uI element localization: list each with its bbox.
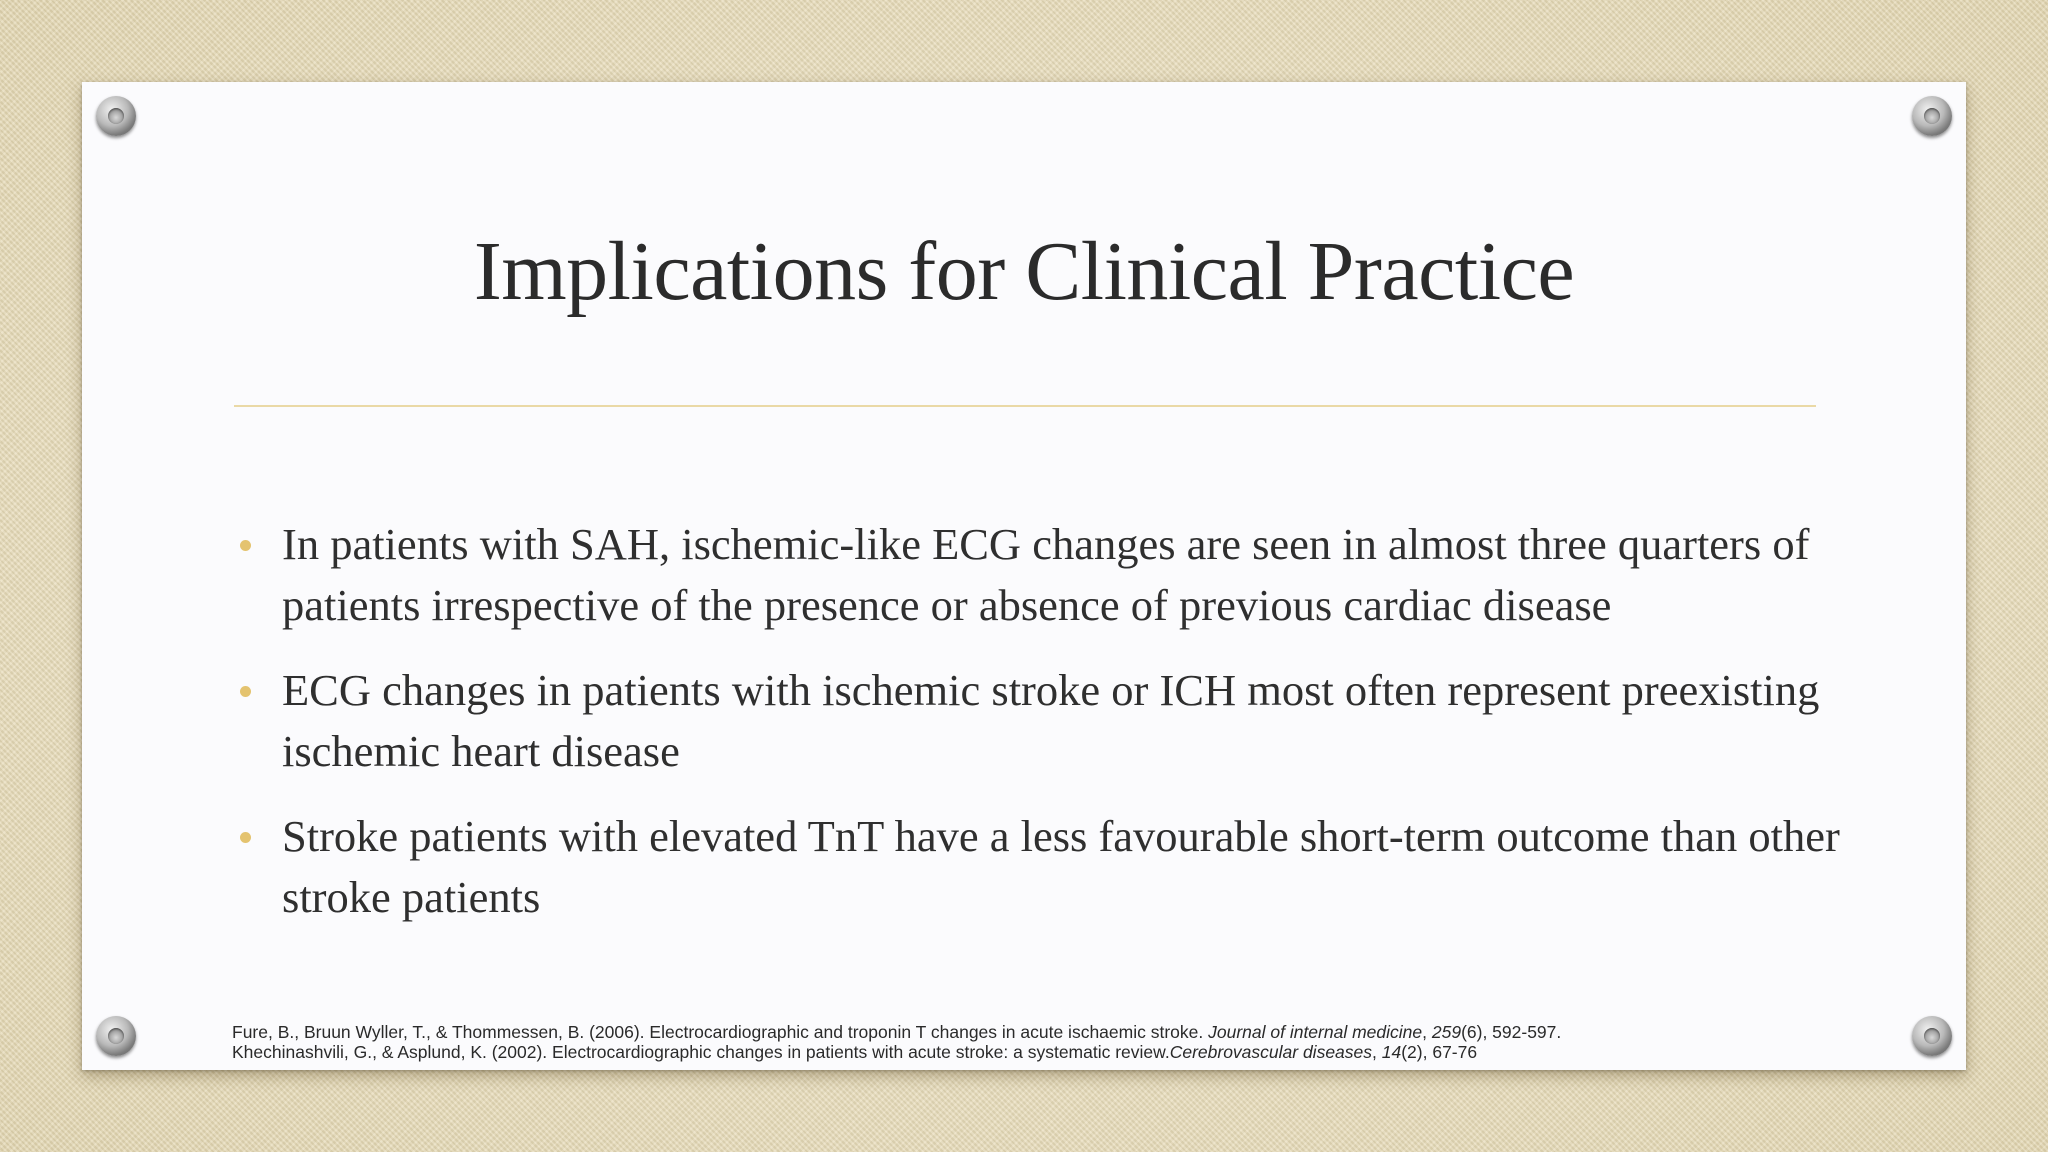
reference-volume: 14 — [1381, 1042, 1402, 1062]
reference-pages: (2), 67-76 — [1401, 1042, 1478, 1062]
bullet-item — [232, 806, 1882, 928]
reference-text: Khechinashvili, G., & Asplund, K. (2002). Electrocardiographic changes in patients with acute stroke: a systematic review. — [232, 1042, 1170, 1062]
reference-item — [232, 1042, 1932, 1062]
reference-journal: Cerebrovascular diseases — [1169, 1042, 1373, 1062]
grommet-icon — [1912, 96, 1952, 136]
reference-separator: , — [1422, 1022, 1432, 1042]
bullet-dot-icon — [240, 540, 251, 551]
bullet-text: ECG changes in patients with ischemic stroke or ICH most often represent preexisting ischemic heart disease — [282, 665, 1820, 776]
grommet-icon — [96, 96, 136, 136]
bullet-item — [232, 660, 1882, 782]
bullet-item — [232, 514, 1882, 636]
references — [232, 1022, 1932, 1062]
reference-text: Fure, B., Bruun Wyller, T., & Thommessen, B. (2006). Electrocardiographic and troponin T changes in acute ischaemic stroke. — [232, 1022, 1209, 1042]
bullet-list — [232, 514, 1882, 952]
reference-volume: 259 — [1431, 1022, 1462, 1042]
bullet-dot-icon — [240, 832, 251, 843]
slide-card — [82, 82, 1966, 1070]
grommet-icon — [96, 1016, 136, 1056]
bullet-text: In patients with SAH, ischemic-like ECG changes are seen in almost three quarters of patients irrespective of the presence or absence of previous cardiac disease — [282, 519, 1810, 630]
reference-item — [232, 1022, 1932, 1042]
title-divider — [234, 405, 1816, 407]
slide-title: Implications for Clinical Practice — [473, 225, 1575, 318]
bullet-dot-icon — [240, 686, 251, 697]
reference-separator: , — [1372, 1042, 1382, 1062]
reference-pages: (6), 592-597. — [1461, 1022, 1562, 1042]
bullet-text: Stroke patients with elevated TnT have a less favourable short-term outcome than other stroke patients — [282, 811, 1840, 922]
reference-journal: Journal of internal medicine — [1208, 1022, 1423, 1042]
